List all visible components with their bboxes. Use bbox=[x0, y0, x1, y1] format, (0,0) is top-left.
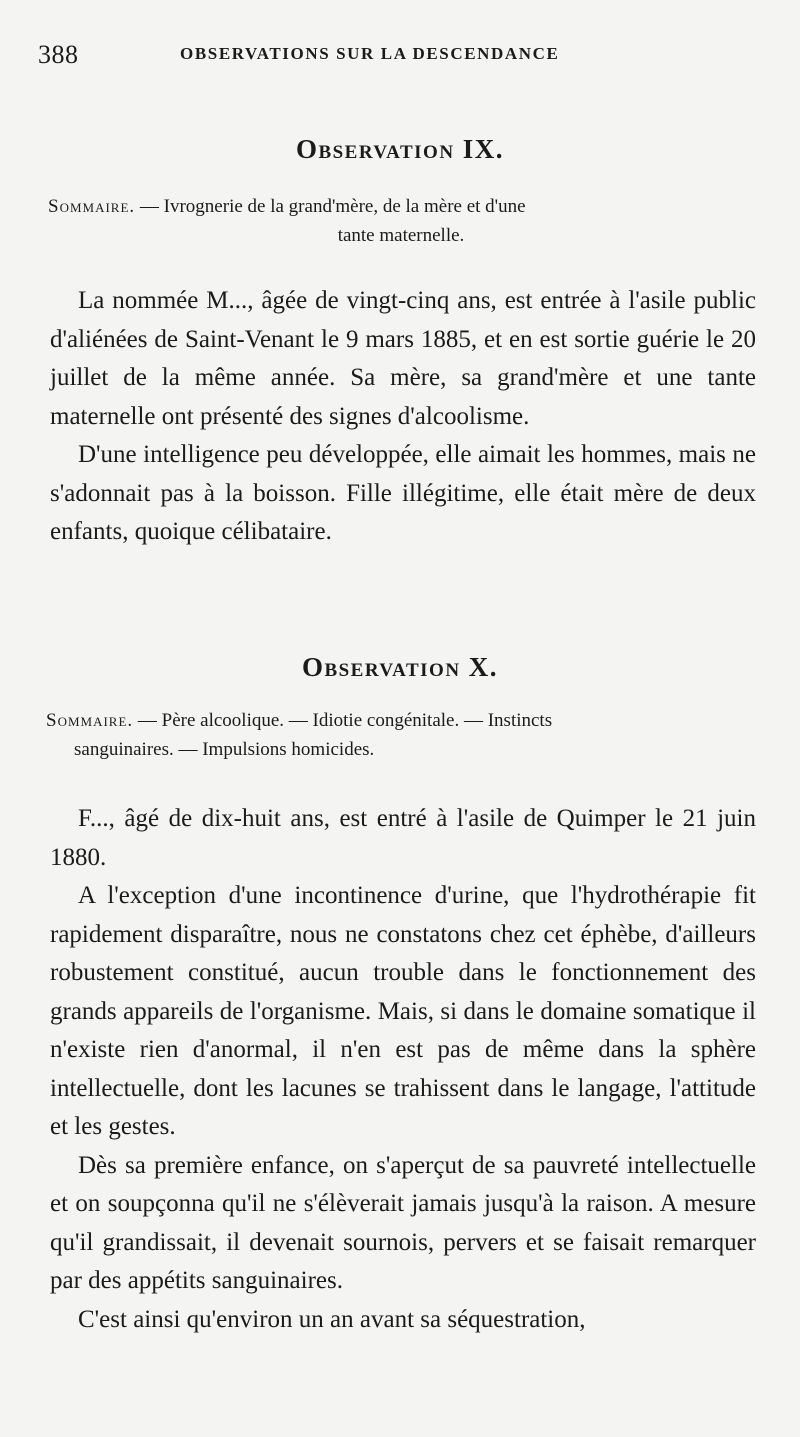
summary-text: — Ivrognerie de la grand'mère, de la mère et d'une bbox=[135, 196, 526, 217]
page-number: 388 bbox=[38, 40, 79, 69]
summary-text: — Père alcoolique. — Idiotie congénitale. — Instincts bbox=[133, 710, 553, 731]
paragraph: A l'exception d'une incontinence d'urine, que l'hydrothérapie fit rapidement disparaître, nous ne constatons chez cet éphèbe, d'ailleurs robustement constitué, aucun trouble dans le fonctionnement des grands appareils de l'organisme. Mais, si dans le domaine somatique il n'existe rien d'anormal, il n'en est pas de même dans la sphère intellectuelle, dont les lacunes se trahissent dans le langage, l'attitude et les gestes. bbox=[50, 882, 756, 1140]
paragraph: Dès sa première enfance, on s'aperçut de sa pauvreté intellectuelle et on soupçonna qu'il ne s'élèverait jamais jusqu'à la raison. A mesure qu'il grandissait, il devenait sournois, pervers et se faisait remarquer par des appétits sanguinaires. bbox=[50, 1151, 756, 1294]
observation-9-body bbox=[50, 282, 756, 552]
summary-label: Sommaire. bbox=[46, 710, 134, 731]
observation-10-heading-block bbox=[0, 652, 800, 683]
paragraph: C'est ainsi qu'environ un an avant sa séquestration, bbox=[78, 1305, 586, 1333]
observation-10-body bbox=[50, 800, 756, 1339]
observation-9-summary bbox=[48, 192, 754, 250]
observation-10-summary bbox=[46, 706, 764, 764]
summary-label: Sommaire. bbox=[48, 196, 136, 217]
running-title: OBSERVATIONS SUR LA DESCENDANCE bbox=[180, 44, 560, 63]
summary-continuation: tante maternelle. bbox=[337, 225, 465, 246]
summary-continuation: sanguinaires. — Impulsions homicides. bbox=[74, 739, 375, 760]
observation-9-heading-block bbox=[0, 134, 800, 165]
paragraph: F..., âgé de dix-huit ans, est entré à l'asile de Quimper le 21 juin 1880. bbox=[50, 805, 756, 871]
running-head bbox=[38, 40, 740, 76]
paragraph: D'une intelligence peu développée, elle aimait les hommes, mais ne s'adonnait pas à la boisson. Fille illégitime, elle était mère de deux enfants, quoique célibataire. bbox=[50, 441, 756, 545]
paragraph: La nommée M..., âgée de vingt-cinq ans, est entrée à l'asile public d'aliénées de Saint-Venant le 9 mars 1885, et en est sortie guérie le 20 juillet de la même année. Sa mère, sa grand'mère et une tante maternelle ont présenté des signes d'alcoolisme. bbox=[50, 287, 756, 430]
observation-9-heading: Observation IX. bbox=[295, 134, 505, 164]
observation-10-heading: Observation X. bbox=[301, 652, 499, 682]
